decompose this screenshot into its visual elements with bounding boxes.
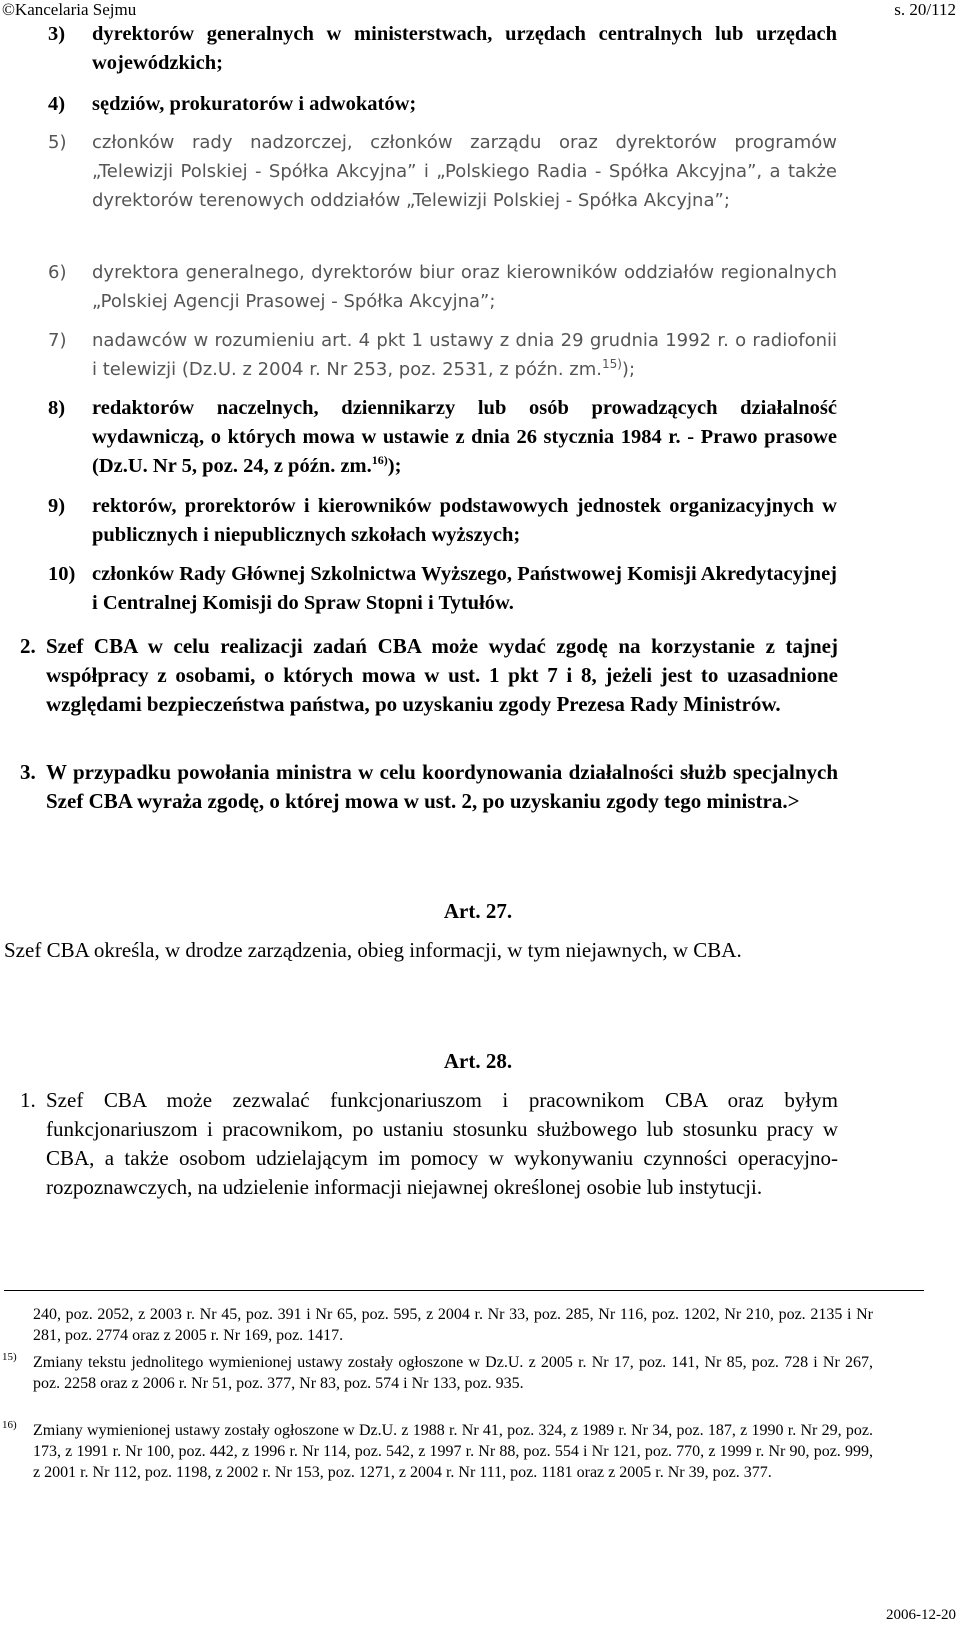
list-item-text: dyrektora generalnego, dyrektorów biur oraz kierowników oddziałów regionalnych „Polskiej Agencji Prasowej - Spółka Akcyjna”;: [92, 262, 837, 312]
list-item-number: 7): [48, 330, 67, 351]
article-28-section-1: [20, 1086, 838, 1202]
article-28-title: Art. 28.: [443, 1049, 513, 1073]
footnote-text: Zmiany wymienionej ustawy zostały ogłoszone w Dz.U. z 1988 r. Nr 41, poz. 324, z 1989 r. Nr 34, poz. 187, z 1990 r. Nr 29, poz. 173, z 1991 r. Nr 100, poz. 442, z 1996 r. Nr 114, poz. 542, z 1997 r. Nr 88, poz. 554 i Nr 121, poz. 770, z 1999 r. Nr 90, poz. 999, z 2001 r. Nr 112, poz. 1198, z 2002 r. Nr 153, poz. 1271, z 2004 r. Nr 111, poz. 1181 oraz z 2005 r. Nr 39, poz. 377.: [33, 1422, 873, 1481]
list-item-number: 10): [48, 563, 76, 585]
list-item-5: [48, 128, 837, 215]
footnote-text: 240, poz. 2052, z 2003 r. Nr 45, poz. 391 i Nr 65, poz. 595, z 2004 r. Nr 33, poz. 285, Nr 116, poz. 1202, Nr 210, poz. 2135 i Nr 281, poz. 2774 oraz z 2005 r. Nr 169, poz. 1417.: [33, 1306, 873, 1344]
section-text: W przypadku powołania ministra w celu koordynowania działalności służb specjalnych Szef CBA wyraża zgodę, o której mowa w ust. 2, po uzyskaniu zgody tego ministra.>: [46, 760, 838, 813]
article-27-title: Art. 27.: [443, 899, 513, 923]
footnote-mark: 16): [2, 1419, 17, 1431]
page-header-left: ©Kancelaria Sejmu: [2, 0, 137, 19]
list-item-text: członków Rady Głównej Szkolnictwa Wyższego, Państwowej Komisji Akredytacyjnej i Centralnej Komisji do Spraw Stopni i Tytułów.: [92, 563, 837, 614]
footnote-continuation: [33, 1304, 873, 1346]
footnote-ref-15[interactable]: 15): [601, 357, 622, 371]
list-item-number: 6): [48, 262, 67, 283]
list-item-text: dyrektorów generalnych w ministerstwach, urzędach centralnych lub urzędach wojewódzkich;: [92, 23, 837, 74]
section-number: 3.: [20, 760, 36, 784]
section-text: Szef CBA może zezwalać funkcjonariuszom i pracownikom CBA oraz byłym funkcjonariuszom i pracownikom, po ustaniu stosunku służbowego lub stosunku pracy w CBA, a także osobom udzielającym im pomocy w wykonywaniu czynności operacyjno-rozpoznawczych, na udzielenie informacji niejawnej określonej osobie lub instytucji.: [46, 1088, 838, 1199]
list-item-7: [48, 326, 837, 384]
section-text: Szef CBA w celu realizacji zadań CBA może wydać zgodę na korzystanie z tajnej współpracy z osobami, o których mowa w ust. 1 pkt 7 i 8, jeżeli jest to uzasadnione względami bezpieczeństwa państwa, po uzyskaniu zgody Prezesa Rady Ministrów.: [46, 634, 838, 716]
footnote-mark: 15): [2, 1351, 17, 1363]
section-2: [20, 632, 838, 719]
list-item-4: [48, 90, 837, 119]
list-item-text-tail: );: [621, 359, 636, 380]
footnote-text: Zmiany tekstu jednolitego wymienionej ustawy zostały ogłoszone w Dz.U. z 2005 r. Nr 17, poz. 141, Nr 85, poz. 728 i Nr 267, poz. 2258 oraz z 2006 r. Nr 51, poz. 377, Nr 83, poz. 574 i Nr 133, poz. 935.: [33, 1354, 873, 1392]
list-item-8: [48, 394, 837, 481]
section-number: 1.: [20, 1088, 36, 1112]
list-item-text: sędziów, prokuratorów i adwokatów;: [92, 93, 417, 115]
list-item-number: 5): [48, 132, 67, 153]
section-number: 2.: [20, 634, 36, 658]
footnote-separator: [4, 1290, 924, 1291]
page-number: s. 20/112: [894, 0, 956, 19]
list-item-text-tail: );: [387, 455, 402, 477]
list-item-number: 8): [48, 397, 66, 419]
list-item-10: [48, 560, 837, 618]
list-item-text: rektorów, prorektorów i kierowników podstawowych jednostek organizacyjnych w publicznych i niepublicznych szkołach wyższych;: [92, 495, 837, 546]
list-item-9: [48, 492, 837, 550]
list-item-number: 9): [48, 495, 66, 517]
footnote-15: [2, 1351, 873, 1394]
article-27-text: Szef CBA określa, w drodze zarządzenia, obieg informacji, w tym niejawnych, w CBA.: [4, 938, 742, 962]
list-item-number: 4): [48, 93, 66, 115]
document-date: 2006-12-20: [886, 1607, 956, 1623]
footnote-ref-16[interactable]: 16): [371, 453, 388, 468]
list-item-number: 3): [48, 23, 66, 45]
list-item-text: członków rady nadzorczej, członków zarządu oraz dyrektorów programów „Telewizji Polskiej - Spółka Akcyjna” i „Polskiego Radia - Spółka Akcyjna”, a także dyrektorów terenowych oddziałów „Telewizji Polskiej - Spółka Akcyjna”;: [92, 132, 837, 211]
list-item-text: nadawców w rozumieniu art. 4 pkt 1 ustawy z dnia 29 grudnia 1992 r. o radiofonii i telewizji (Dz.U. z 2004 r. Nr 253, poz. 2531, z późn. zm.: [92, 330, 837, 380]
footnote-16: [2, 1419, 873, 1483]
list-item-text: redaktorów naczelnych, dziennikarzy lub osób prowadzących działalność wydawniczą, o których mowa w ustawie z dnia 26 stycznia 1984 r. - Prawo prasowe (Dz.U. Nr 5, poz. 24, z późn. zm.: [92, 397, 837, 477]
list-item-6: [48, 258, 837, 316]
section-3: [20, 758, 838, 816]
list-item-3: [48, 20, 837, 78]
